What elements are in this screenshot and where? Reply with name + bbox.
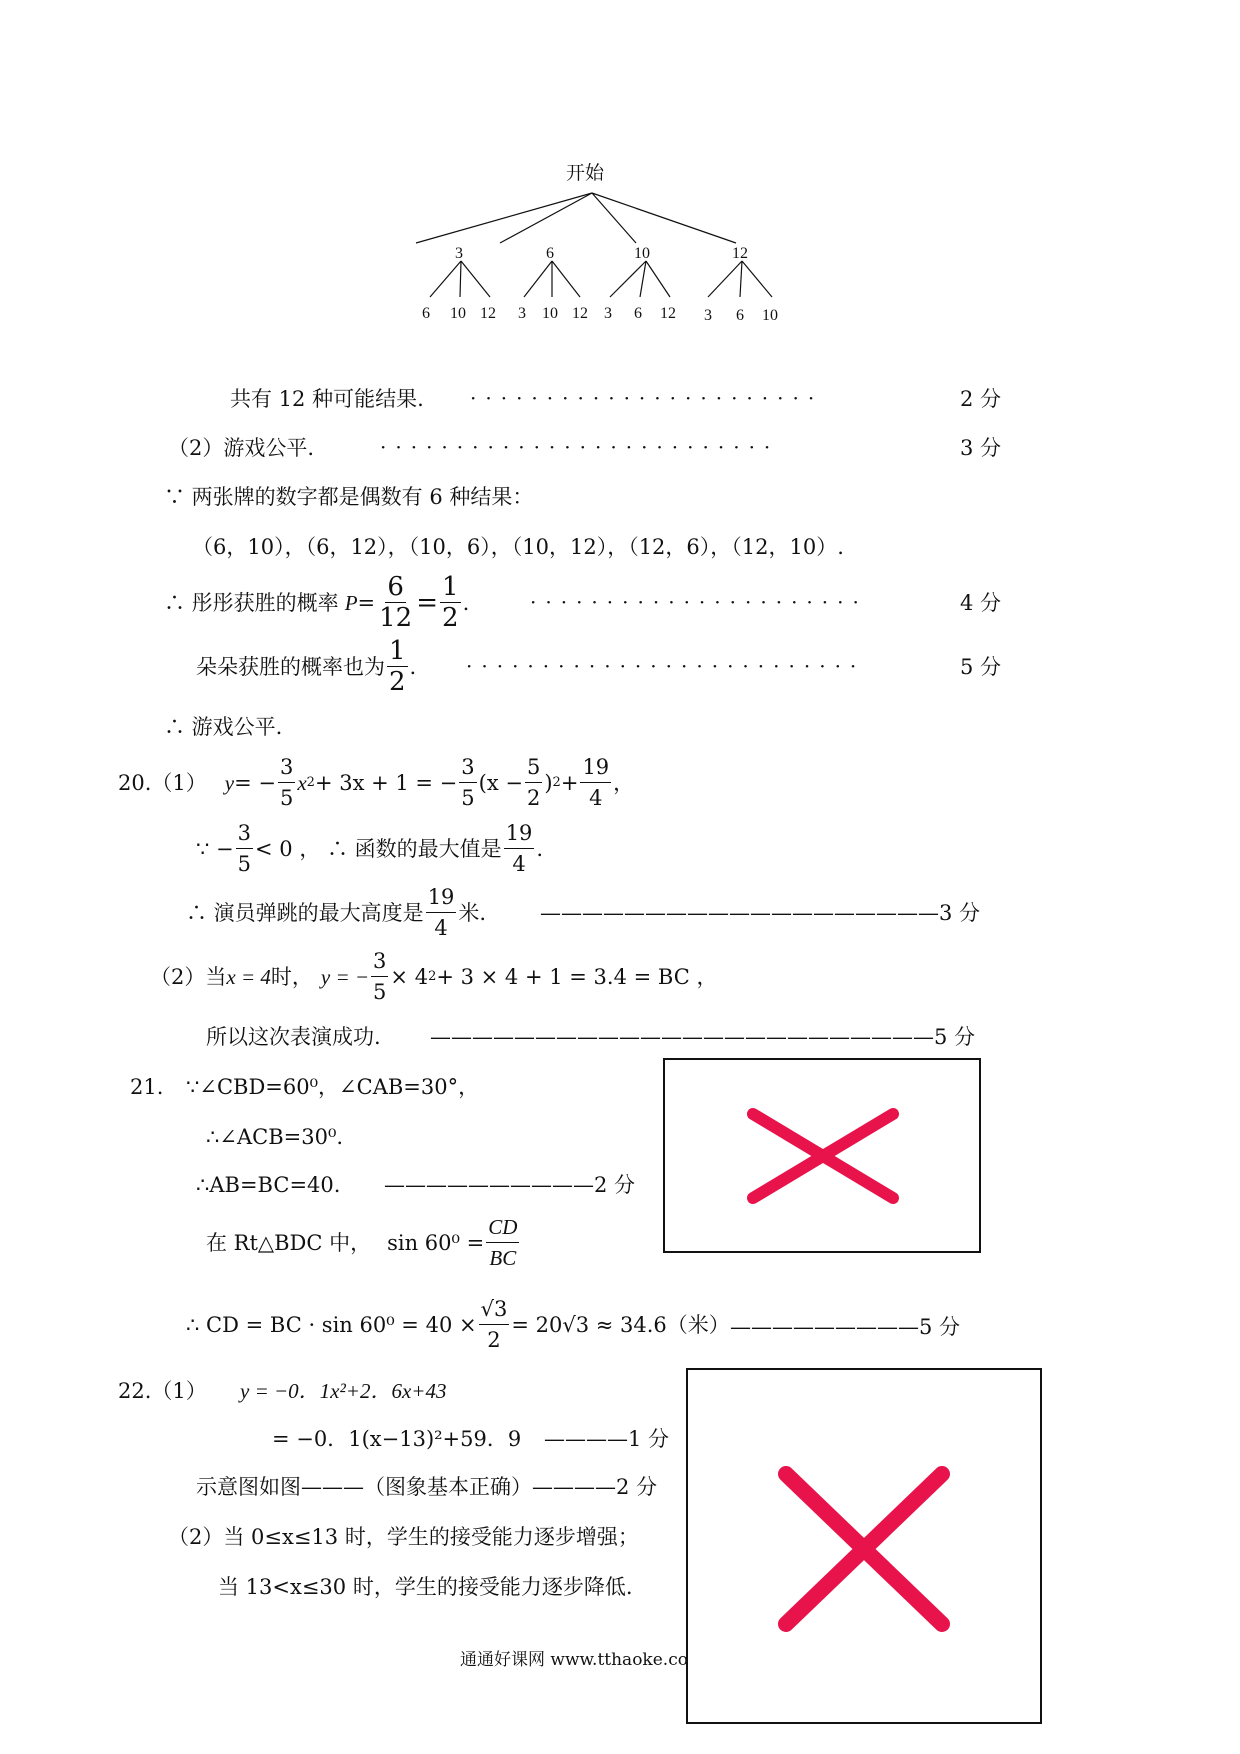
p-symbol: P xyxy=(344,590,358,615)
numerator: 3 xyxy=(236,818,253,849)
tree-leaf: 6 xyxy=(422,305,430,322)
tree-leaf: 10 xyxy=(762,307,778,324)
equals: = xyxy=(357,590,376,615)
tree-leaf: 12 xyxy=(480,305,496,322)
numerator: 5 xyxy=(525,752,542,783)
q21-line2: ∴∠ACB=30⁰. xyxy=(206,1125,344,1149)
numerator: 3 xyxy=(459,752,476,783)
tree-leaf: 10 xyxy=(450,305,466,322)
numerator: CD xyxy=(486,1212,519,1243)
fraction xyxy=(371,946,388,1007)
tree-leaf: 3 xyxy=(704,307,712,324)
q22-line1: y = −0．1x²+2．6x+43 xyxy=(240,1379,447,1403)
denominator: 2 xyxy=(442,603,459,633)
q19-total: 共有 12 种可能结果. xyxy=(230,387,424,411)
tree-root-label: 开始 xyxy=(566,162,605,184)
denominator: 5 xyxy=(373,980,387,1004)
tree-leaf: 6 xyxy=(634,305,642,322)
math: sin 60⁰ = xyxy=(387,1230,485,1255)
q20-score5: ————————————————————————5 分 xyxy=(430,1025,976,1049)
q19-probability-line xyxy=(164,572,469,633)
math: (x − xyxy=(478,770,523,795)
q20-label: 20.（1） xyxy=(118,770,207,795)
tree-leaf: 6 xyxy=(736,307,744,324)
denominator: 5 xyxy=(237,852,252,876)
fraction xyxy=(525,752,542,813)
denominator: 4 xyxy=(512,852,526,876)
denominator: 4 xyxy=(434,916,448,940)
period: . xyxy=(536,836,544,861)
q20-line3 xyxy=(186,882,486,943)
tree-leaf: 10 xyxy=(542,305,558,322)
exponent: 2 xyxy=(552,774,561,790)
tree-leaf: 3 xyxy=(518,305,526,322)
missing-image-box xyxy=(686,1368,1042,1724)
numerator: 1 xyxy=(442,572,459,602)
q20-score3: ———————————————————3 分 xyxy=(540,901,981,925)
fraction xyxy=(479,1294,510,1355)
probability-tree xyxy=(410,185,790,335)
period: . xyxy=(409,654,417,679)
math: = 20√3 ≈ 34.6（米） xyxy=(511,1312,730,1337)
denominator: 5 xyxy=(279,786,294,810)
q20-max-text: ∴ 演员弹跳的最大高度是 xyxy=(186,900,424,925)
q21-label: 21. xyxy=(130,1075,164,1099)
denominator: 4 xyxy=(589,786,603,810)
denominator: 2 xyxy=(526,786,541,810)
math: ， xyxy=(613,770,635,795)
fraction xyxy=(459,752,476,813)
q19-fair: ∴ 游戏公平. xyxy=(164,715,283,739)
unit: 米. xyxy=(458,900,487,925)
q22-line2: = −0．1(x−13)²+59．9 xyxy=(272,1427,522,1451)
dot-leader: ······················· xyxy=(470,386,824,410)
tree-branch-3: 3 xyxy=(455,245,463,262)
tree-leaf: 12 xyxy=(660,305,676,322)
tree-branch-10: 10 xyxy=(634,245,650,262)
score: 5 分 xyxy=(960,655,1002,679)
math: × 4 xyxy=(390,964,429,989)
q21-line5 xyxy=(186,1294,730,1355)
q19-because: ∵ 两张牌的数字都是偶数有 6 种结果： xyxy=(164,485,534,509)
tree-leaf: 3 xyxy=(604,305,612,322)
red-cross-icon xyxy=(686,1368,1042,1724)
math: （2）当 xyxy=(150,964,227,989)
numerator: 19 xyxy=(504,818,535,849)
q20-line2 xyxy=(196,818,543,879)
q20-success: 所以这次表演成功. xyxy=(206,1025,381,1049)
y-var: y xyxy=(224,770,235,795)
missing-image-box xyxy=(663,1058,981,1253)
q20-line1 xyxy=(118,752,634,813)
fraction xyxy=(426,882,457,943)
q21-score2: ——————————2 分 xyxy=(384,1173,636,1197)
numerator: 6 xyxy=(387,572,404,602)
q21-line1: ∵∠CBD=60⁰，∠CAB=30°， xyxy=(186,1075,480,1099)
math: = − xyxy=(234,770,276,795)
q19-duoduo-line xyxy=(196,636,416,697)
score: 2 分 xyxy=(960,387,1002,411)
q20-line4 xyxy=(150,946,717,1007)
q22-line3: 示意图如图———（图象基本正确）————2 分 xyxy=(196,1475,658,1499)
denominator: 2 xyxy=(487,1328,501,1352)
math: 时， xyxy=(270,964,313,989)
math: + 3 × 4 + 1 = 3.4 = BC ， xyxy=(436,964,718,989)
q22-line5: 当 13<x≤30 时，学生的接受能力逐步降低. xyxy=(218,1575,633,1599)
q19-pairs: （6，10），（6，12），（10，6），（10，12），（12，6），（12，10）. xyxy=(192,535,844,559)
numerator: 19 xyxy=(580,752,611,783)
dot-leader: ······················ xyxy=(530,590,868,614)
math: + xyxy=(560,770,579,795)
dot-leader: ·························· xyxy=(380,435,780,459)
exponent: 2 xyxy=(306,774,315,790)
numerator: 3 xyxy=(371,946,388,977)
q22-label: 22.（1） xyxy=(118,1379,207,1403)
fraction xyxy=(440,572,461,633)
denominator: 5 xyxy=(461,786,475,810)
numerator: 3 xyxy=(278,752,295,783)
dot-leader: ·························· xyxy=(466,654,866,678)
tree-leaf: 12 xyxy=(572,305,588,322)
q21-text: 在 Rt△BDC 中， xyxy=(206,1230,372,1255)
x-var: x xyxy=(297,770,307,795)
numerator: √3 xyxy=(479,1294,510,1325)
period: . xyxy=(462,590,470,615)
numerator: 1 xyxy=(389,636,406,666)
tree-branch-12: 12 xyxy=(732,245,748,262)
math: ∴ CD = BC · sin 60⁰ = 40 × xyxy=(186,1312,477,1337)
q21-line3: ∴AB=BC=40. xyxy=(196,1173,341,1197)
fraction xyxy=(236,818,253,879)
page-footer: 通通好课网 www.tthaoke.co xyxy=(460,1650,688,1670)
fraction xyxy=(580,752,611,813)
math: x = 4 xyxy=(226,964,271,989)
q19-therefore: ∴ 彤彤获胜的概率 xyxy=(164,590,339,615)
score: 3 分 xyxy=(960,436,1002,460)
numerator: 19 xyxy=(426,882,457,913)
fraction xyxy=(377,572,414,633)
math: ) xyxy=(544,770,553,795)
math: y = − xyxy=(320,964,370,989)
fraction xyxy=(278,752,295,813)
q19-part2: （2）游戏公平. xyxy=(168,436,315,460)
denominator: BC xyxy=(489,1246,517,1270)
q21-score5: —————————5 分 xyxy=(730,1315,961,1339)
math: ∵ − xyxy=(196,836,234,861)
red-cross-icon xyxy=(663,1058,981,1253)
fraction xyxy=(486,1212,519,1273)
math: + 3x + 1 = − xyxy=(314,770,458,795)
q19-duoduo: 朵朵获胜的概率也为 xyxy=(196,654,385,679)
tree-branch-6: 6 xyxy=(546,245,554,262)
math: < 0 ， ∴ 函数的最大值是 xyxy=(255,836,502,861)
q21-line4 xyxy=(206,1212,521,1273)
exponent: 2 xyxy=(428,968,437,984)
q22-line4: （2）当 0≤x≤13 时，学生的接受能力逐步增强； xyxy=(168,1525,639,1549)
equals: = xyxy=(416,587,439,618)
fraction xyxy=(504,818,535,879)
q22-score1: ————1 分 xyxy=(544,1427,670,1451)
denominator: 2 xyxy=(389,667,406,697)
denominator: 12 xyxy=(379,603,413,633)
fraction xyxy=(387,636,408,697)
score: 4 分 xyxy=(960,591,1002,615)
